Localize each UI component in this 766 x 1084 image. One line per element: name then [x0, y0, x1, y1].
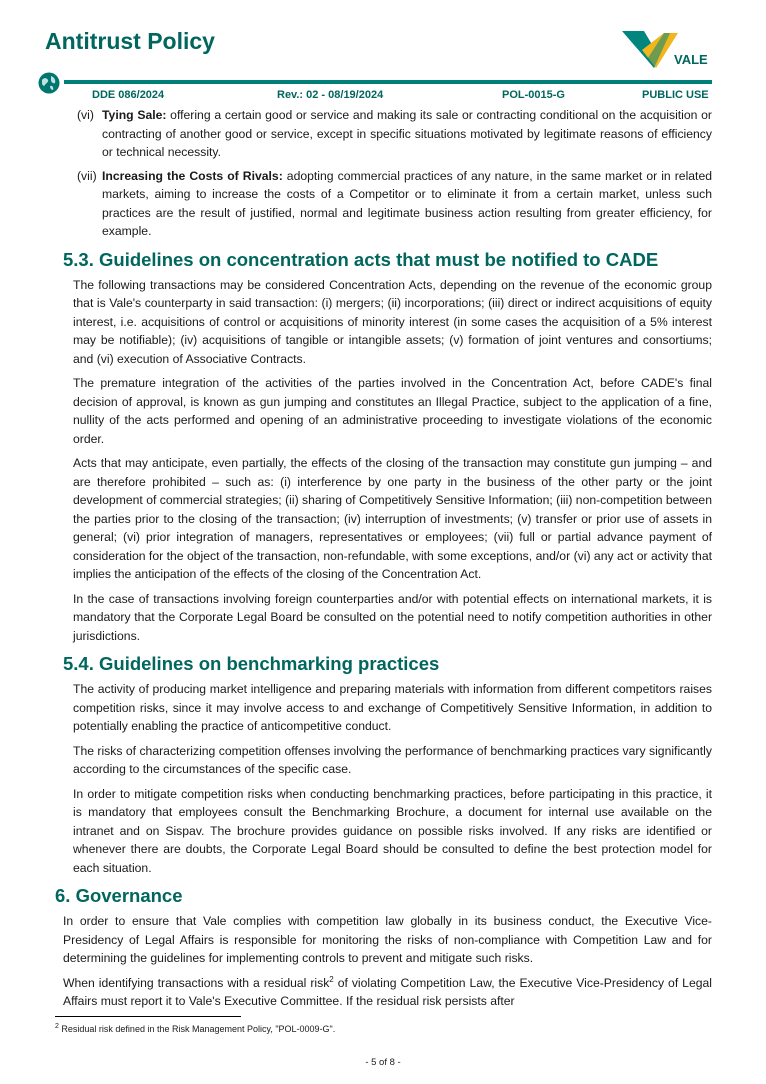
classification: PUBLIC USE — [642, 89, 709, 101]
globe-icon — [38, 72, 60, 94]
revision: Rev.: 02 - 08/19/2024 — [277, 89, 384, 101]
footnote-mark: 2 — [55, 1023, 59, 1030]
list-item-number: (vi) — [77, 108, 94, 122]
footnote — [55, 1024, 335, 1034]
page-number: - 5 of 8 - — [365, 1057, 401, 1068]
paragraph: The following transactions may be considered Concentration Acts, depending on the revenue of the economic group that is Vale's counterparty in said transaction: (i) mergers; (ii) incorporations; (iii) direct or indirect acquisitions of equity interest, i.e. acquisitions of control or acquisitions of minority interest (in some cases the acquisition of a 5% interest may be notifiable); (iv) acquisitions of tangible or intangible assets; (v) formation of joint ventures and consortiums; and (vi) execution of Associative Contracts. — [73, 277, 712, 366]
list-item-text: adopting commercial practices of any nature, in the same market or in related markets, aiming to increase the costs of a Competitor or to eliminate it from a certain market, unless such practices are the result of justified, normal and legitimate business action resulting from greater efficiency, for example. — [102, 168, 713, 238]
paragraph: The premature integration of the activities of the parties involved in the Concentration Act, before CADE's final decision of approval, is known as gun jumping and constitutes an Illegal Practice, subject to the application of a fine, nullity of the acts performed and opening of an administrative proceeding to investigate violations of the economic order. — [73, 376, 712, 446]
page-content — [0, 106, 766, 1017]
section-heading-5-3: 5.3. Guidelines on concentration acts that must be notified to CADE — [63, 248, 659, 270]
paragraph-text: When identifying transactions with a residual risk — [63, 975, 330, 990]
list-item — [73, 167, 712, 241]
document-title: Antitrust Policy — [45, 28, 215, 54]
list-item-number: (vii) — [77, 168, 97, 183]
paragraph: In the case of transactions involving foreign counterparties and/or with potential effects on international markets, it is mandatory that the Corporate Legal Board be consulted on the potential need to notify competition authorities in other jurisdictions. — [73, 591, 712, 643]
footnote-rule — [55, 1016, 241, 1017]
list-item-text: offering a certain good or service and making its sale or contracting conditional on the acquisition or contracting of another good or service, except in specific situations motivated by legitimate reasons of efficiency or technical necessity. — [102, 108, 712, 159]
list-item-term: Tying Sale: — [102, 108, 167, 122]
doc-code: DDE 086/2024 — [92, 89, 165, 101]
paragraph: The risks of characterizing competition offenses involving the performance of benchmarking practices vary significantly according to the circumstances of the specific case. — [73, 743, 712, 776]
paragraph: In order to ensure that Vale complies with competition law globally in its business conduct, the Executive Vice-Presidency of Legal Affairs is responsible for monitoring the risks of non-compliance with Competition Law and for determining the guidelines for implementing controls to prevent and mitigate such risks. — [63, 914, 712, 965]
section-heading-6: 6. Governance — [55, 885, 183, 906]
vale-logo — [620, 28, 716, 70]
paragraph: The activity of producing market intelligence and preparing materials with information from different competitors raises competition risks, since it may involve access to and exchange of Competitively Sensitive Information, in addition to potentially enabling the practice of anticompetitive conduct. — [73, 682, 712, 733]
list-item — [73, 106, 712, 162]
footnote-reference[interactable]: 2 — [329, 974, 334, 984]
paragraph: Acts that may anticipate, even partially, the effects of the closing of the transaction may constitute gun jumping – and are therefore prohibited – such as: (i) interference by one party in the business of the other party or the joint development of commercial strategies; (ii) sharing of Competitively Sensitive Information; (iii) non-competition between the parties prior to the closing of the transaction; (iv) interruption of investments; (v) transfer or prior use of assets in general; (vi) prior integration of managers, representatives or employees; (vii) full or partial advance payment of consideration for the object of the transaction, non-refundable, with some exceptions, and/or (vi) any act or activity that implies the anticipation of the effects of the closing of the Concentration Act. — [73, 456, 712, 581]
footnote-text: Residual risk defined in the Risk Management Policy, "POL-0009-G". — [58, 1024, 336, 1034]
list-item-term: Increasing the Costs of Rivals: — [102, 168, 283, 183]
logo-wordmark: VALE — [674, 52, 708, 67]
section-heading-5-4: 5.4. Guidelines on benchmarking practices — [63, 653, 440, 674]
paragraph: In order to mitigate competition risks when conducting benchmarking practices, before participating in this practice, it is mandatory that employees consult the Benchmarking Brochure, a document for internal use available on the intranet and on Sispav. The brochure provides guidance on possible risks involved. If any risks are identified or whenever there are doubts, the Corporate Legal Board should be consulted to define the best protection model for each situation. — [73, 786, 712, 875]
paragraph — [63, 974, 712, 1011]
paragraph-text: of violating Competition Law, the Executive Vice-Presidency of Legal Affairs must report it to Vale's Executive Committee. If the residual risk persists after — [63, 975, 712, 1008]
header-rule — [64, 80, 712, 84]
policy-id: POL-0015-G — [502, 89, 565, 101]
